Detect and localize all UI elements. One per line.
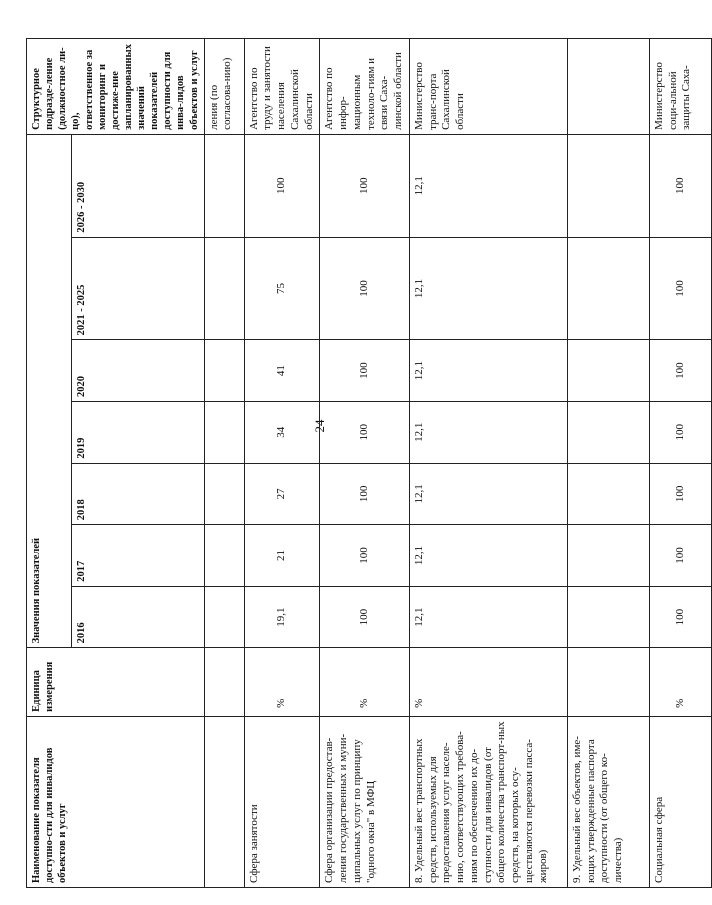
row-value: 12,1 bbox=[409, 134, 567, 237]
row-responsible: Агентство по труду и занятости населения Сахалинской области bbox=[244, 39, 320, 135]
row-value: 19,1 bbox=[244, 586, 320, 648]
row-value bbox=[567, 401, 649, 463]
table-row bbox=[320, 39, 410, 888]
row-value: 12,1 bbox=[409, 586, 567, 648]
row-value: 100 bbox=[649, 463, 711, 525]
row-name: 8. Удельный вес транспортных средств, используемых для предоставления услуг населе-нию, соответствующих требова-ниям по обеспечению их до-ступности для инвалидов (от общего количества транспорт-ных средств, на которых осу-ществляются перевозки пасса-жиров) bbox=[409, 716, 567, 887]
row-value: 100 bbox=[649, 525, 711, 587]
row-unit bbox=[204, 648, 244, 716]
header-year: 2026 - 2030 bbox=[71, 134, 204, 237]
header-year: 2020 bbox=[71, 340, 204, 402]
table-row bbox=[204, 39, 244, 888]
row-value: 100 bbox=[649, 401, 711, 463]
row-value: 12,1 bbox=[409, 237, 567, 340]
row-value bbox=[204, 586, 244, 648]
header-year: 2021 - 2025 bbox=[71, 237, 204, 340]
header-year: 2017 bbox=[71, 525, 204, 587]
row-value: 41 bbox=[244, 340, 320, 402]
row-responsible: Агентство по инфор-мационным техноло-гиям и связи Саха-линской области bbox=[320, 39, 410, 135]
row-unit: % bbox=[244, 648, 320, 716]
row-name bbox=[204, 716, 244, 887]
row-value: 100 bbox=[649, 237, 711, 340]
row-value: 100 bbox=[649, 340, 711, 402]
row-value: 100 bbox=[320, 586, 410, 648]
row-unit: % bbox=[649, 648, 711, 716]
row-value: 75 bbox=[244, 237, 320, 340]
row-responsible: ления (по согласова-нию) bbox=[204, 39, 244, 135]
header-year: 2018 bbox=[71, 463, 204, 525]
row-name: 9. Удельный вес объектов, име-ющих утвержденные паспорта доступности (от общего ко-личества) bbox=[567, 716, 649, 887]
row-name: Социальная сфера bbox=[649, 716, 711, 887]
row-value: 100 bbox=[320, 340, 410, 402]
row-value: 100 bbox=[320, 134, 410, 237]
row-value bbox=[204, 340, 244, 402]
row-value: 21 bbox=[244, 525, 320, 587]
row-value: 100 bbox=[649, 134, 711, 237]
row-value: 12,1 bbox=[409, 401, 567, 463]
row-unit: % bbox=[409, 648, 567, 716]
row-value: 27 bbox=[244, 463, 320, 525]
row-value bbox=[567, 340, 649, 402]
rotated-table-container bbox=[26, 38, 693, 888]
table-row bbox=[244, 39, 320, 888]
table-row bbox=[649, 39, 711, 888]
row-value: 34 bbox=[244, 401, 320, 463]
row-value bbox=[567, 134, 649, 237]
row-responsible bbox=[567, 39, 649, 135]
row-value: 100 bbox=[649, 586, 711, 648]
row-value: 100 bbox=[320, 525, 410, 587]
header-responsible: Структурное подразде-ление (должностное ли-цо), ответственное за мониторинг и достиже-ние запланированных значений показателей доступности для инва-лидов объектов и услуг bbox=[27, 39, 205, 135]
row-value bbox=[204, 463, 244, 525]
row-value bbox=[204, 134, 244, 237]
row-value bbox=[204, 401, 244, 463]
row-value: 100 bbox=[320, 463, 410, 525]
row-value: 100 bbox=[244, 134, 320, 237]
table-row bbox=[567, 39, 649, 888]
row-value bbox=[567, 586, 649, 648]
row-value bbox=[567, 463, 649, 525]
header-year: 2016 bbox=[71, 586, 204, 648]
header-name: Наименование показателя доступно-сти для инвалидов объектов и услуг bbox=[27, 716, 205, 887]
row-value: 12,1 bbox=[409, 525, 567, 587]
row-responsible: Министерство соци-альной защиты Саха- bbox=[649, 39, 711, 135]
page-number: 24 bbox=[312, 419, 327, 433]
indicators-table bbox=[26, 38, 712, 888]
row-responsible: Министерство транс-порта Сахалинской области bbox=[409, 39, 567, 135]
header-unit: Единица измерения bbox=[27, 648, 205, 716]
header-year: 2019 bbox=[71, 401, 204, 463]
row-value bbox=[204, 525, 244, 587]
row-value: 12,1 bbox=[409, 463, 567, 525]
row-value: 100 bbox=[320, 401, 410, 463]
row-value: 12,1 bbox=[409, 340, 567, 402]
row-name: Сфера организации предостав-ления государственных и муни-ципальных услуг по принципу "одного окна" в МФЦ bbox=[320, 716, 410, 887]
row-value bbox=[567, 237, 649, 340]
row-value: 100 bbox=[320, 237, 410, 340]
row-value bbox=[204, 237, 244, 340]
row-name: Сфера занятости bbox=[244, 716, 320, 887]
row-value bbox=[567, 525, 649, 587]
header-values-group: Значения показателей bbox=[27, 134, 72, 647]
row-unit: % bbox=[320, 648, 410, 716]
row-unit bbox=[567, 648, 649, 716]
table-row bbox=[409, 39, 567, 888]
